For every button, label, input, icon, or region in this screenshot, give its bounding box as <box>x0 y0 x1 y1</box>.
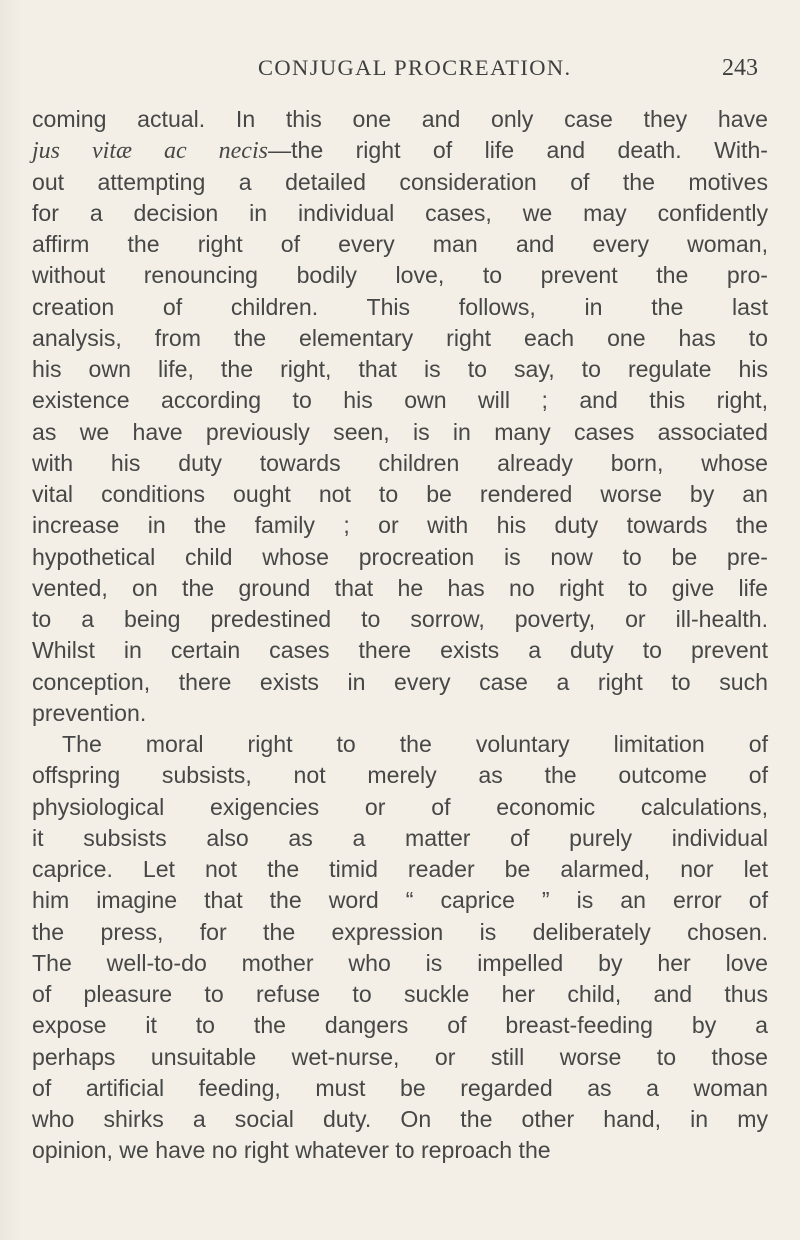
text-line <box>32 760 768 791</box>
text-line <box>32 948 768 979</box>
line-text: hypothetical child whose procreation is now to be pre- <box>32 543 768 570</box>
text-line <box>32 635 768 666</box>
line-text: of pleasure to refuse to suckle her child, and thus <box>32 981 768 1007</box>
text-line <box>32 885 768 916</box>
text-line <box>32 229 768 260</box>
text-line <box>32 1010 768 1041</box>
line-text: with his duty towards children already born, whose <box>32 449 768 476</box>
line-text: the press, for the expression is deliberately chosen. <box>32 918 768 945</box>
line-text: as we have previously seen, is in many cases associated <box>32 418 768 445</box>
line-text: him imagine that the word “ caprice ” is an error of <box>32 887 768 914</box>
line-text: opinion, we have no right whatever to reproach the <box>32 1137 551 1164</box>
text-line <box>32 573 768 604</box>
line-text: for a decision in individual cases, we may confidently <box>32 199 768 226</box>
line-text: —the right of life and death. With- <box>267 137 768 164</box>
text-line <box>32 167 768 198</box>
line-text: offspring subsists, not merely as the outcome of <box>32 762 768 789</box>
text-line <box>32 354 768 385</box>
text-line <box>32 1042 768 1073</box>
text-line <box>32 417 768 448</box>
text-line <box>32 542 768 573</box>
line-text: expose it to the dangers of breast-feeding by a <box>32 1012 768 1039</box>
line-text: physiological exigencies or of economic calculations, <box>32 793 768 820</box>
text-line <box>32 979 768 1010</box>
line-text: his own life, the right, that is to say, to regulate his <box>32 356 768 382</box>
line-text: perhaps unsuitable wet-nurse, or still worse to those <box>32 1043 768 1070</box>
line-text: to a being predestined to sorrow, poverty, or ill-health. <box>32 606 768 632</box>
text-line <box>32 323 768 354</box>
text-line <box>32 917 768 948</box>
text-line <box>32 479 768 510</box>
page-number: 243 <box>722 55 758 81</box>
text-line <box>32 104 768 135</box>
text-line <box>32 1104 768 1135</box>
line-text: out attempting a detailed consideration of the motives <box>32 168 768 195</box>
line-text: analysis, from the elementary right each one has to <box>32 324 768 351</box>
running-head: CONJUGAL PROCREATION. <box>258 55 572 80</box>
line-text: coming actual. In this one and only case they have <box>32 106 768 132</box>
text-line <box>32 198 768 229</box>
line-text: who shirks a social duty. On the other hand, in my <box>32 1106 768 1132</box>
line-text: it subsists also as a matter of purely individual <box>32 824 768 851</box>
line-text: existence according to his own will ; and this right, <box>32 387 768 414</box>
text-line <box>32 792 768 823</box>
line-text: increase in the family ; or with his duty towards the <box>32 512 768 539</box>
body-text <box>32 104 768 1167</box>
text-line <box>32 1135 768 1166</box>
text-line <box>32 510 768 541</box>
text-line <box>32 385 768 416</box>
line-text: creation of children. This follows, in the last <box>32 293 768 320</box>
line-text: affirm the right of every man and every woman, <box>32 231 768 257</box>
line-text: The moral right to the voluntary limitation of <box>62 731 768 757</box>
line-text: Whilst in certain cases there exists a duty to prevent <box>32 637 768 664</box>
text-line <box>32 667 768 698</box>
line-text: conception, there exists in every case a right to such <box>32 668 768 695</box>
text-line <box>32 854 768 885</box>
text-line <box>32 698 768 729</box>
text-line <box>32 604 768 635</box>
line-text: without renouncing bodily love, to prevent the pro- <box>32 262 768 289</box>
latin-phrase: jus vitæ ac necis <box>32 138 268 165</box>
page-header <box>258 55 758 89</box>
text-line <box>32 448 768 479</box>
text-line <box>32 260 768 291</box>
text-line <box>32 292 768 323</box>
text-line <box>32 823 768 854</box>
line-text: vented, on the ground that he has no right to give life <box>32 574 768 601</box>
line-text: vital conditions ought not to be rendered worse by an <box>32 481 768 507</box>
text-line <box>32 729 768 760</box>
line-text: The well-to-do mother who is impelled by her love <box>32 949 768 976</box>
line-text: prevention. <box>32 699 147 726</box>
text-line <box>32 135 768 166</box>
text-line <box>32 1073 768 1104</box>
line-text: of artificial feeding, must be regarded as a woman <box>32 1074 768 1101</box>
line-text: caprice. Let not the timid reader be alarmed, nor let <box>32 856 768 882</box>
